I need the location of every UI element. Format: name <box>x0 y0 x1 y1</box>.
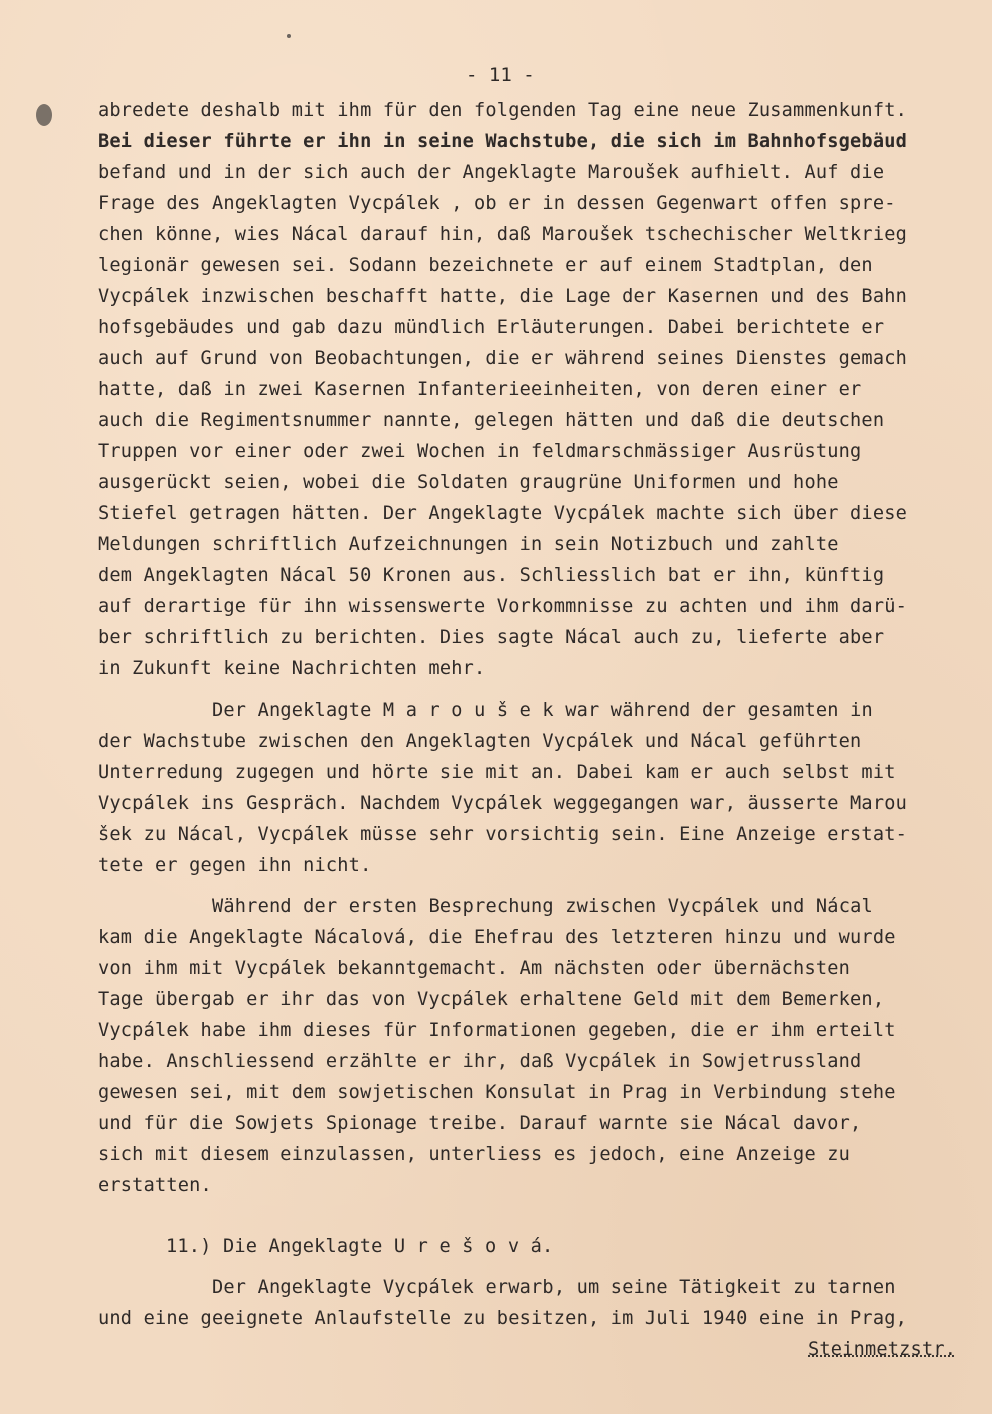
text-line: Vycpálek habe ihm dieses für Informationen gegeben, die er ihm erteilt <box>98 1020 896 1041</box>
text-line: Frage des Angeklagten Vycpálek , ob er in dessen Gegenwart offen spre- <box>98 193 896 214</box>
text-line: kam die Angeklagte Nácalová, die Ehefrau des letzteren hinzu und wurde <box>98 927 896 948</box>
text-line: und eine geeignete Anlaufstelle zu besitzen, im Juli 1940 eine in Prag, <box>98 1308 908 1329</box>
text-line: Während der ersten Besprechung zwischen Vycpálek und Nácal <box>212 896 873 917</box>
text-line: tete er gegen ihn nicht. <box>98 855 372 876</box>
paper-speck <box>287 34 291 38</box>
section-heading: 11.) Die Angeklagte U r e š o v á. <box>166 1236 554 1257</box>
text-line: Meldungen schriftlich Aufzeichnungen in sein Notizbuch und zahlte <box>98 534 839 555</box>
text-line: Der Angeklagte Vycpálek erwarb, um seine Tätigkeit zu tarnen <box>212 1277 896 1298</box>
text-line: abredete deshalb mit ihm für den folgenden Tag eine neue Zusammenkunft. <box>98 100 908 121</box>
text-line: habe. Anschliessend erzählte er ihr, daß Vycpálek in Sowjetrussland <box>98 1051 862 1072</box>
punch-hole <box>36 104 52 126</box>
text-line: von ihm mit Vycpálek bekanntgemacht. Am nächsten oder übernächsten <box>98 958 851 979</box>
text-line: dem Angeklagten Nácal 50 Kronen aus. Schliesslich bat er ihn, künftig <box>98 565 885 586</box>
text-line: Bei dieser führte er ihn in seine Wachstube, die sich im Bahnhofsgebäud <box>98 131 908 152</box>
text-line: gewesen sei, mit dem sowjetischen Konsulat in Prag in Verbindung stehe <box>98 1082 896 1103</box>
text-line: Tage übergab er ihr das von Vycpálek erhaltene Geld mit dem Bemerken, <box>98 989 885 1010</box>
text-line: in Zukunft keine Nachrichten mehr. <box>98 658 486 679</box>
text-line: befand und in der sich auch der Angeklagte Maroušek aufhielt. Auf die <box>98 162 885 183</box>
text-line: der Wachstube zwischen den Angeklagten Vycpálek und Nácal geführten <box>98 731 862 752</box>
text-line: Unterredung zugegen und hörte sie mit an. Dabei kam er auch selbst mit <box>98 762 896 783</box>
text-line: ber schriftlich zu berichten. Dies sagte Nácal auch zu, lieferte aber <box>98 627 885 648</box>
text-line: erstatten. <box>98 1175 212 1196</box>
text-line: Vycpálek inzwischen beschafft hatte, die Lage der Kasernen und des Bahn <box>98 286 908 307</box>
text-line: auch auf Grund von Beobachtungen, die er während seines Dienstes gemach <box>98 348 908 369</box>
text-line: šek zu Nácal, Vycpálek müsse sehr vorsichtig sein. Eine Anzeige erstat- <box>98 824 908 845</box>
text-line: Der Angeklagte M a r o u š e k war während der gesamten in <box>212 700 873 721</box>
text-line: Vycpálek ins Gespräch. Nachdem Vycpálek weggegangen war, äusserte Marou <box>98 793 908 814</box>
text-line: chen könne, wies Nácal darauf hin, daß Maroušek tschechischer Weltkrieg <box>98 224 908 245</box>
text-line: und für die Sowjets Spionage treibe. Darauf warnte sie Nácal davor, <box>98 1113 862 1134</box>
text-line: ausgerückt seien, wobei die Soldaten graugrüne Uniformen und hohe <box>98 472 839 493</box>
text-line: Stiefel getragen hätten. Der Angeklagte Vycpálek machte sich über diese <box>98 503 908 524</box>
catchword: Steinmetzstr. <box>808 1339 957 1360</box>
text-line: legionär gewesen sei. Sodann bezeichnete er auf einem Stadtplan, den <box>98 255 873 276</box>
text-line: hofsgebäudes und gab dazu mündlich Erläuterungen. Dabei berichtete er <box>98 317 885 338</box>
text-line: Truppen vor einer oder zwei Wochen in feldmarschmässiger Ausrüstung <box>98 441 862 462</box>
text-line: hatte, daß in zwei Kasernen Infanterieeinheiten, von deren einer er <box>98 379 862 400</box>
text-line: auf derartige für ihn wissenswerte Vorkommnisse zu achten und ihm darü- <box>98 596 908 617</box>
text-line: sich mit diesem einzulassen, unterliess es jedoch, eine Anzeige zu <box>98 1144 851 1165</box>
page-number: - 11 - <box>466 64 535 86</box>
text-line: auch die Regimentsnummer nannte, gelegen hätten und daß die deutschen <box>98 410 885 431</box>
